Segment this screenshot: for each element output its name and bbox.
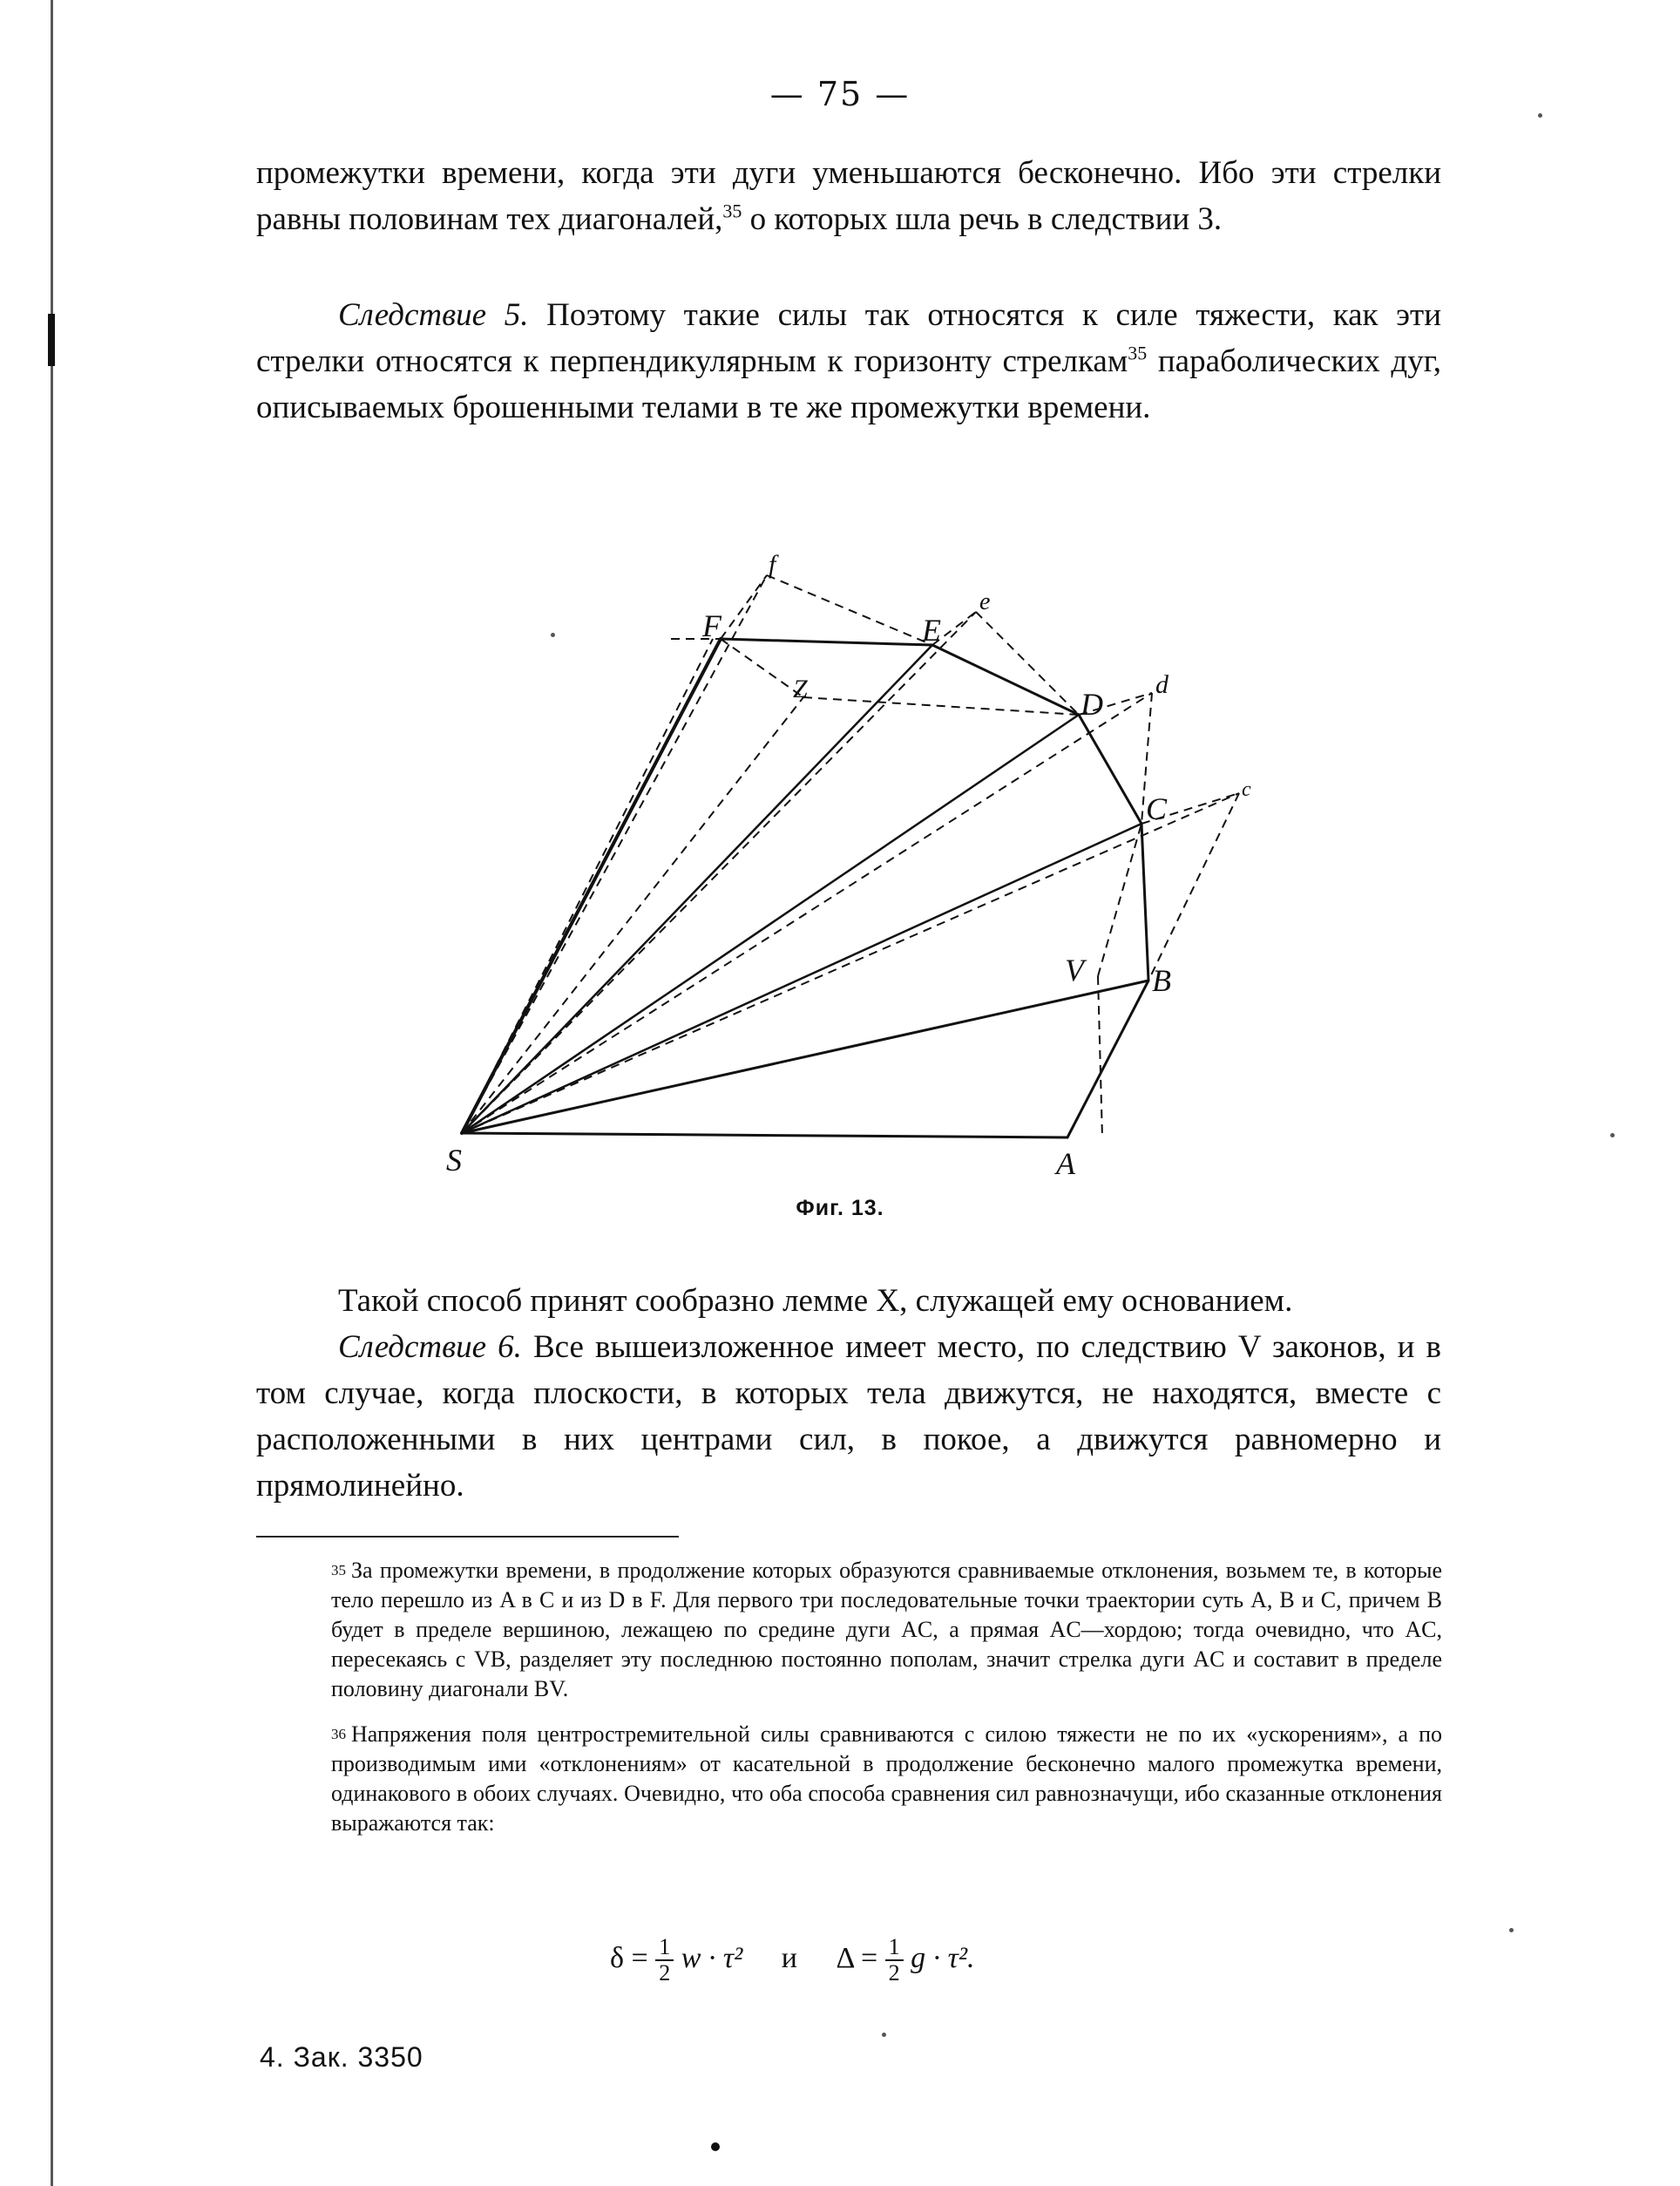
speck [882, 2033, 886, 2037]
footnote-text: За промежутки времени, в продолжение которых образуются сравниваемые отклонения, возьмем те, в которые тело перешло из A в C и из D в F. Для первого три последовательные точки траектории суть A, B и C, причем B будет в пределе вершиною, лежащею по средине дуги AC, а прямая AC—хордою; тогда очевидно, что AC, пересекаясь с VB, разделяет эту последнюю постоянно пополам, значит стрелка дуги AC и составит в пределе половину диагонали BV. [331, 1558, 1442, 1701]
label-d: d [1155, 670, 1169, 699]
formula-conjunction: и [781, 1941, 797, 1974]
ray-SB [462, 981, 1148, 1133]
footnote-number: 35 [331, 1562, 346, 1578]
corollary-6-text: Все вышеизложенное имеет место, по следствию V законов, и в том случае, когда плоскости, в которых тела движутся, не находятся, вместе с расположенными в них центрами сил, в покое, а движутся равномерно и прямолинейно. [256, 1329, 1442, 1504]
solid-line [1141, 824, 1148, 981]
footnote-ref[interactable]: 35 [722, 200, 742, 222]
footnote-ref[interactable]: 35 [1128, 342, 1148, 364]
figure-caption: Фиг. 13. [796, 1196, 884, 1220]
speck [1610, 1133, 1615, 1137]
paragraph-text: промежутки времени, когда эти дуги уменьшаются бесконечно. Ибо эти стрелки равны половинам тех диагоналей, [256, 155, 1441, 237]
corollary-6-title: Следствие 6. [338, 1329, 522, 1365]
ray-SD [462, 715, 1079, 1133]
print-order-footer: 4. Зак. 3350 [260, 2041, 423, 2073]
fraction-numerator: 1 [655, 1935, 674, 1961]
solid-line [932, 645, 1079, 715]
solid-line [462, 1133, 1067, 1137]
label-B: B [1152, 963, 1171, 998]
label-A: A [1056, 1146, 1075, 1181]
solid-line [1067, 981, 1148, 1137]
label-V: V [1065, 953, 1084, 988]
corollary-5-text-2: параболических дуг, описываемых брошенными телами в те же промежутки времени. [256, 343, 1441, 425]
formula-left-tail: w · τ² [681, 1941, 743, 1974]
footnote-rule [256, 1536, 679, 1538]
dashed-line [462, 612, 976, 1133]
fraction-denominator: 2 [888, 1960, 900, 1986]
paragraph-continuation [256, 150, 1441, 242]
dashed-line [721, 639, 803, 697]
footnote-number: 36 [331, 1726, 346, 1742]
page-number: — 75 — [769, 75, 911, 113]
after-figure-paragraph [256, 1278, 1441, 1324]
formula-delta-big: Δ [836, 1941, 854, 1974]
formula-equals: = [860, 1941, 878, 1974]
formula-fraction [655, 1935, 674, 1986]
after-figure-text: Такой способ принят сообразно лемме X, служащей ему основанием. [338, 1283, 1293, 1319]
paragraph-text-2: о которых шла речь в следствии 3. [742, 201, 1223, 237]
figure-13 [410, 536, 1281, 1198]
formula-fraction [885, 1935, 904, 1986]
dashed-line [462, 575, 767, 1133]
label-F: F [702, 608, 721, 643]
formula [610, 1935, 1098, 2005]
binding-mark [48, 314, 55, 366]
figure-13-diagram [410, 536, 1281, 1198]
dashed-line [1098, 824, 1141, 976]
fraction-numerator: 1 [885, 1935, 904, 1961]
formula-right-tail: g · τ². [911, 1941, 975, 1974]
speck [551, 633, 555, 637]
footnote-36 [331, 1720, 1442, 1838]
ray-SE [462, 645, 932, 1133]
speck [1509, 1928, 1514, 1932]
dashed-line [976, 612, 1079, 715]
speck [1538, 113, 1542, 118]
label-S: S [446, 1143, 462, 1178]
footnotes [331, 1556, 1442, 1854]
dashed-line [1098, 976, 1102, 1137]
solid-line [1079, 715, 1141, 824]
label-D: D [1080, 687, 1103, 722]
dashed-line [462, 793, 1239, 1133]
dashed-line [462, 693, 1152, 1133]
corollary-5-text: Поэтому такие силы так относятся к силе тяжести, как эти стрелки относятся к перпендикулярным к горизонту стрелкам [256, 297, 1442, 379]
footnote-text: Напряжения поля центростремительной силы сравниваются с силою тяжести не по их «ускорениям», а по производимым ими «отклонениям» от касательной в продолжение бесконечно малого промежутка времени, одинакового в обоих случаях. Очевидно, что оба способа сравнения сил равнозначущи, ибо сказанные отклонения выражаются так: [331, 1721, 1442, 1836]
dashed-line [767, 575, 932, 645]
label-Z: Z [793, 675, 808, 703]
label-e: e [979, 588, 991, 615]
corollary-6 [256, 1324, 1441, 1509]
footnote-35 [331, 1556, 1442, 1704]
formula-equals: = [631, 1941, 648, 1974]
dashed-line [803, 697, 1079, 715]
solid-line [721, 639, 932, 645]
fraction-denominator: 2 [659, 1960, 671, 1986]
corollary-5 [256, 292, 1441, 431]
label-C: C [1146, 791, 1168, 826]
label-E: E [922, 613, 941, 648]
print-dot [711, 2142, 720, 2151]
formula-delta-small: δ [610, 1941, 625, 1974]
label-f: f [769, 550, 776, 579]
corollary-5-title: Следствие 5. [338, 297, 529, 333]
dashed-line [721, 575, 767, 639]
ray-SF [462, 639, 721, 1133]
label-c: c [1242, 778, 1251, 801]
ray-SC [462, 824, 1141, 1133]
